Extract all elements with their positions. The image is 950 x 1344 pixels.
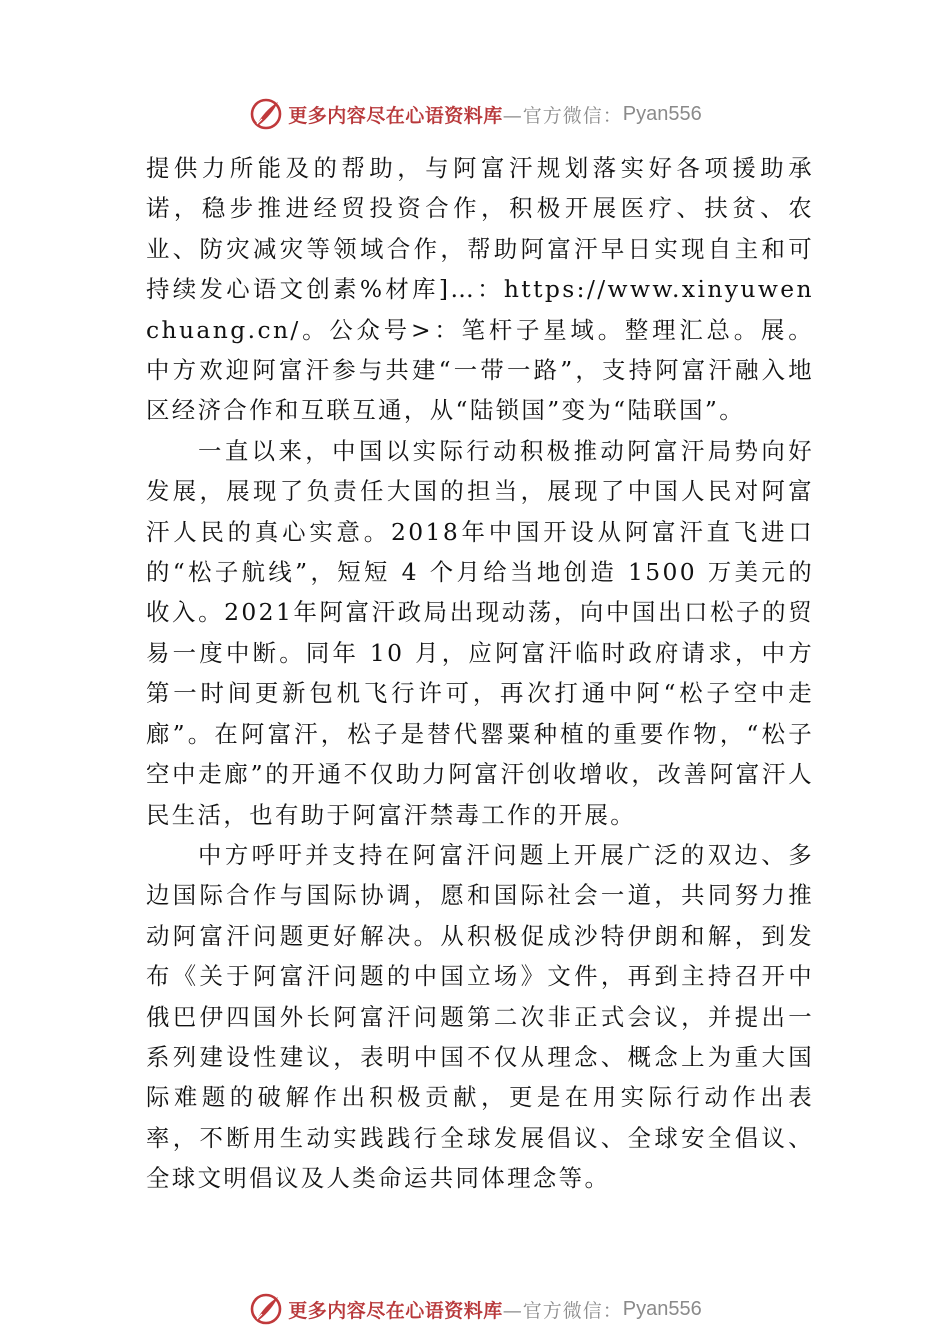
banner-title: 更多内容尽在心语资料库 xyxy=(288,104,503,127)
quill-logo-icon xyxy=(248,1291,284,1327)
paragraph: 提供力所能及的帮助，与阿富汗规划落实好各项援助承诺，稳步推进经贸投资合作，积极开展医疗、扶贫、农业、防灾减灾等领域合作，帮助阿富汗早日实现自主和可持续发心语文创素%材库]…：https://www.xinyuwenchuang.cn/。公众号>：笔杆子星域。整理汇总。展。 中方欢迎阿富汗参与共建“一带一路”，支持阿富汗融入地区经济合作和互联互通，从“陆锁国”变为“陆联国”。 xyxy=(146,154,814,425)
banner-title: 更多内容尽在心语资料库 xyxy=(288,1299,503,1322)
paragraph: 中方呼吁并支持在阿富汗问题上开展广泛的双边、多边国际合作与国际协调，愿和国际社会一道，共同努力推动阿富汗问题更好解决。从积极促成沙特伊朗和解，到发布《关于阿富汗问题的中国立场》文件，再到主持召开中俄巴伊四国外长阿富汗问题第二次非正式会议，并提出一系列建设性建议，表明中国不仅从理念、概念上为重大国际难题的破解作出积极贡献，更是在用实际行动作出表率，不断用生动实践践行全球发展倡议、全球安全倡议、全球文明倡议及人类命运共同体理念等。 xyxy=(146,840,814,1193)
banner-wechat-id: Pyan556 xyxy=(622,1297,702,1320)
document-body xyxy=(146,148,814,1199)
footer-banner xyxy=(0,1289,950,1329)
paragraph: 一直以来，中国以实际行动积极推动阿富汗局势向好发展，展现了负责任大国的担当，展现了中国人民对阿富汗人民的真心实意。2018年中国开设从阿富汗直飞进口的“松子航线”，短短 4 个月给当地创造 1500 万美元的收入。2021年阿富汗政局出现动荡，向中国出口松子的贸易一度中断。同年 10 月，应阿富汗临时政府请求，中方第一时间更新包机飞行许可，再次打通中阿“松子空中走廊”。在阿富汗，松子是替代罂粟种植的重要作物，“松子空中走廊”的开通不仅助力阿富汗创收增收，改善阿富汗人民生活，也有助于阿富汗禁毒工作的开展。 xyxy=(146,436,814,829)
quill-logo-icon xyxy=(248,96,284,132)
banner-label: —官方微信： xyxy=(502,104,623,127)
banner-wechat-id: Pyan556 xyxy=(622,102,702,125)
banner-label: —官方微信： xyxy=(502,1299,623,1322)
header-banner xyxy=(0,94,950,134)
